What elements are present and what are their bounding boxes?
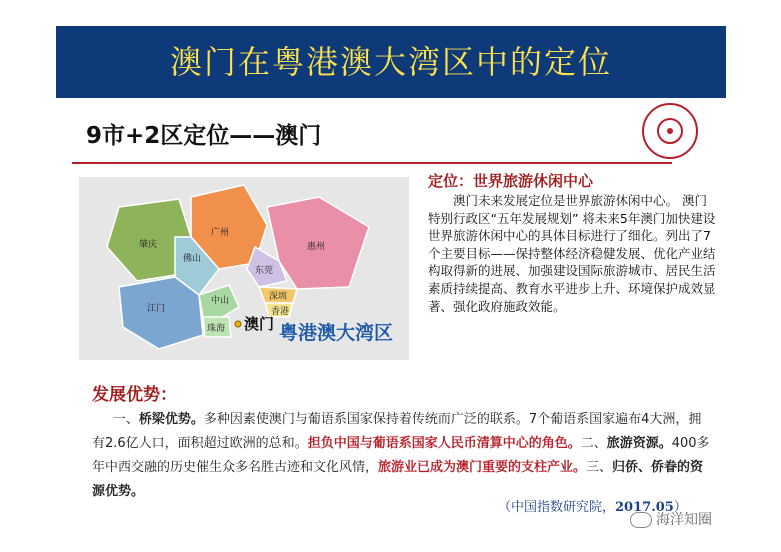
advantages-title: 发展优势：: [92, 385, 177, 405]
city-label-zhaoqing: 肇庆: [139, 240, 158, 250]
adv1-highlight: 担负中国与葡语系国家人民币清算中心的角色。: [307, 436, 581, 451]
title-banner: [56, 26, 726, 98]
adv2-title: 旅游资源。: [606, 436, 672, 451]
city-label-jiangmen: 江门: [147, 304, 166, 314]
banner-title: 澳门在粤港澳大湾区中的定位: [169, 43, 612, 81]
academy-seal-logo: [642, 103, 698, 159]
city-label-guangzhou: 广州: [211, 228, 230, 238]
adv2-prefix: 二、: [580, 436, 607, 451]
adv1-prefix: 一、: [112, 412, 139, 427]
divider-line: [72, 162, 672, 164]
positioning-heading: 定位：世界旅游休闲中心: [428, 172, 594, 190]
bay-area-map: [79, 177, 409, 360]
positioning-body: [428, 192, 718, 315]
adv2-highlight: 旅游业已成为澳门重要的支柱产业。: [378, 460, 587, 475]
region-label: 粤港澳大湾区: [279, 322, 394, 344]
adv3-title: 归侨、侨眷的资源优势。: [92, 460, 704, 499]
positioning-text: 澳门未来发展定位是世界旅游休闲中心。 澳门特别行政区“五年发展规划” 将未来5年澳门加快建设世界旅游休闲中心的具体目标进行了细化。列出了7个主要目标——保持整体经济稳健发展、优化产业结构取得新的进展、加强建设国际旅游城市、居民生活素质持续提高、教育水平进步上升、环境保护成效显著、强化政府施政效能。: [428, 193, 716, 314]
city-label-dongguan: 东莞: [255, 266, 274, 276]
source-citation: （中国指数研究院，2017.05）: [498, 500, 687, 515]
city-label-huizhou: 惠州: [307, 242, 326, 252]
macau-label: 澳门: [244, 315, 275, 333]
city-label-zhongshan: 中山: [211, 296, 230, 306]
city-label-hongkong: 香港: [271, 307, 290, 317]
macau-marker-icon: [235, 321, 241, 327]
advantages-body: [92, 408, 712, 504]
adv2-text: 400多年中西交融的历史催生众多名胜古迹和文化风情，: [92, 436, 710, 475]
section-subtitle: 9市+2区定位——澳门: [86, 123, 322, 149]
city-label-foshan: 佛山: [183, 254, 202, 264]
adv3-prefix: 三、: [586, 460, 613, 475]
adv1-text: 多种因素使澳门与葡语系国家保持着传统而广泛的联系。7个葡语系国家遍布4大洲，拥有2.6亿人口，面积超过欧洲的总和。: [92, 412, 702, 451]
city-label-shenzhen: 深圳: [269, 292, 288, 302]
watermark: 海洋知圈: [630, 509, 712, 529]
adv1-title: 桥梁优势。: [138, 412, 204, 427]
wechat-icon: [630, 512, 652, 528]
city-label-zhuhai: 珠海: [207, 324, 226, 334]
